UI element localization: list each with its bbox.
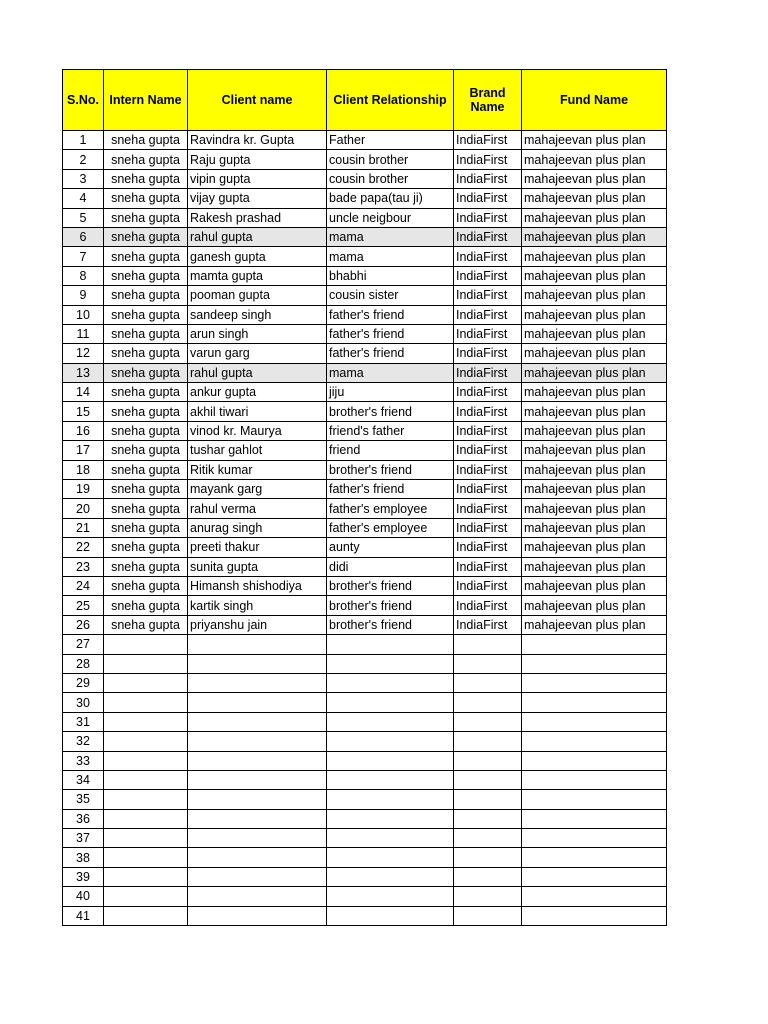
table-header — [63, 70, 667, 131]
cell-client-name[interactable]: Ritik kumar — [188, 460, 327, 479]
cell-client-relationship[interactable]: uncle neigbour — [327, 208, 454, 227]
cell-sno[interactable]: 14 — [63, 383, 104, 402]
cell-client-relationship[interactable]: Father — [327, 131, 454, 150]
cell-brand-name[interactable]: IndiaFirst — [454, 131, 522, 150]
cell-sno[interactable]: 22 — [63, 538, 104, 557]
cell-client-relationship[interactable]: friend's father — [327, 421, 454, 440]
cell-intern-name[interactable]: sneha gupta — [104, 480, 188, 499]
cell-sno[interactable]: 11 — [63, 324, 104, 343]
cell-client-name[interactable]: anurag singh — [188, 518, 327, 537]
cell-client-relationship[interactable] — [327, 906, 454, 925]
cell-intern-name[interactable] — [104, 712, 188, 731]
cell-client-relationship[interactable] — [327, 693, 454, 712]
table-row — [63, 732, 667, 751]
cell-brand-name[interactable] — [454, 848, 522, 867]
cell-client-relationship[interactable]: brother's friend — [327, 615, 454, 634]
cell-sno[interactable]: 1 — [63, 131, 104, 150]
cell-intern-name[interactable] — [104, 887, 188, 906]
cell-intern-name[interactable]: sneha gupta — [104, 189, 188, 208]
cell-sno[interactable]: 31 — [63, 712, 104, 731]
cell-client-relationship[interactable]: cousin sister — [327, 286, 454, 305]
cell-fund-name[interactable] — [522, 829, 667, 848]
cell-sno[interactable]: 20 — [63, 499, 104, 518]
cell-brand-name[interactable]: IndiaFirst — [454, 344, 522, 363]
cell-sno[interactable]: 37 — [63, 829, 104, 848]
cell-sno[interactable]: 36 — [63, 809, 104, 828]
table-row — [63, 266, 667, 285]
cell-brand-name[interactable]: IndiaFirst — [454, 499, 522, 518]
cell-sno[interactable]: 10 — [63, 305, 104, 324]
cell-fund-name[interactable]: mahajeevan plus plan — [522, 576, 667, 595]
cell-brand-name[interactable] — [454, 673, 522, 692]
cell-intern-name[interactable]: sneha gupta — [104, 421, 188, 440]
cell-sno[interactable]: 7 — [63, 247, 104, 266]
table-row — [63, 208, 667, 227]
cell-fund-name[interactable] — [522, 809, 667, 828]
cell-sno[interactable]: 16 — [63, 421, 104, 440]
cell-sno[interactable]: 34 — [63, 770, 104, 789]
cell-fund-name[interactable] — [522, 654, 667, 673]
cell-intern-name[interactable]: sneha gupta — [104, 441, 188, 460]
table-row — [63, 809, 667, 828]
cell-sno[interactable]: 33 — [63, 751, 104, 770]
table-body — [63, 131, 667, 926]
table-row — [63, 829, 667, 848]
cell-client-name[interactable]: preeti thakur — [188, 538, 327, 557]
cell-fund-name[interactable] — [522, 848, 667, 867]
column-header-client-name: Client name — [188, 70, 327, 131]
table-row — [63, 770, 667, 789]
cell-client-relationship[interactable] — [327, 809, 454, 828]
table-row — [63, 247, 667, 266]
cell-sno[interactable]: 28 — [63, 654, 104, 673]
cell-intern-name[interactable] — [104, 673, 188, 692]
cell-intern-name[interactable] — [104, 809, 188, 828]
cell-client-name[interactable] — [188, 673, 327, 692]
table-row — [63, 227, 667, 246]
cell-client-name[interactable]: mayank garg — [188, 480, 327, 499]
cell-client-relationship[interactable]: brother's friend — [327, 460, 454, 479]
cell-intern-name[interactable]: sneha gupta — [104, 402, 188, 421]
cell-brand-name[interactable] — [454, 906, 522, 925]
cell-client-relationship[interactable]: father's friend — [327, 480, 454, 499]
cell-client-name[interactable] — [188, 848, 327, 867]
cell-client-name[interactable] — [188, 635, 327, 654]
cell-intern-name[interactable] — [104, 635, 188, 654]
cell-brand-name[interactable] — [454, 732, 522, 751]
cell-client-name[interactable]: pooman gupta — [188, 286, 327, 305]
cell-intern-name[interactable]: sneha gupta — [104, 169, 188, 188]
cell-fund-name[interactable]: mahajeevan plus plan — [522, 518, 667, 537]
header-row — [63, 70, 667, 131]
cell-brand-name[interactable]: IndiaFirst — [454, 421, 522, 440]
cell-intern-name[interactable] — [104, 654, 188, 673]
cell-brand-name[interactable] — [454, 654, 522, 673]
cell-intern-name[interactable] — [104, 829, 188, 848]
cell-sno[interactable]: 35 — [63, 790, 104, 809]
cell-sno[interactable]: 41 — [63, 906, 104, 925]
cell-fund-name[interactable] — [522, 712, 667, 731]
cell-fund-name[interactable]: mahajeevan plus plan — [522, 150, 667, 169]
cell-sno[interactable]: 12 — [63, 344, 104, 363]
table-row — [63, 421, 667, 440]
table-row — [63, 887, 667, 906]
table-row — [63, 615, 667, 634]
cell-client-name[interactable]: arun singh — [188, 324, 327, 343]
cell-brand-name[interactable] — [454, 887, 522, 906]
cell-sno[interactable]: 19 — [63, 480, 104, 499]
cell-client-relationship[interactable] — [327, 654, 454, 673]
cell-intern-name[interactable]: sneha gupta — [104, 460, 188, 479]
cell-intern-name[interactable]: sneha gupta — [104, 247, 188, 266]
cell-client-relationship[interactable]: father's friend — [327, 305, 454, 324]
cell-fund-name[interactable]: mahajeevan plus plan — [522, 305, 667, 324]
cell-fund-name[interactable]: mahajeevan plus plan — [522, 615, 667, 634]
table-row — [63, 751, 667, 770]
cell-brand-name[interactable] — [454, 635, 522, 654]
cell-client-name[interactable]: vinod kr. Maurya — [188, 421, 327, 440]
cell-client-name[interactable] — [188, 751, 327, 770]
cell-sno[interactable]: 39 — [63, 867, 104, 886]
cell-client-name[interactable] — [188, 654, 327, 673]
cell-brand-name[interactable] — [454, 751, 522, 770]
cell-fund-name[interactable]: mahajeevan plus plan — [522, 363, 667, 382]
cell-fund-name[interactable]: mahajeevan plus plan — [522, 189, 667, 208]
cell-brand-name[interactable]: IndiaFirst — [454, 324, 522, 343]
cell-sno[interactable]: 40 — [63, 887, 104, 906]
table-row — [63, 189, 667, 208]
cell-fund-name[interactable] — [522, 867, 667, 886]
cell-client-name[interactable]: mamta gupta — [188, 266, 327, 285]
cell-client-relationship[interactable]: friend — [327, 441, 454, 460]
cell-client-name[interactable] — [188, 693, 327, 712]
cell-fund-name[interactable]: mahajeevan plus plan — [522, 227, 667, 246]
cell-client-name[interactable]: sandeep singh — [188, 305, 327, 324]
cell-intern-name[interactable] — [104, 848, 188, 867]
cell-sno[interactable]: 23 — [63, 557, 104, 576]
table-row — [63, 596, 667, 615]
cell-client-name[interactable] — [188, 867, 327, 886]
cell-client-relationship[interactable]: mama — [327, 363, 454, 382]
cell-client-relationship[interactable]: father's friend — [327, 324, 454, 343]
cell-sno[interactable]: 2 — [63, 150, 104, 169]
cell-sno[interactable]: 38 — [63, 848, 104, 867]
cell-fund-name[interactable] — [522, 770, 667, 789]
table-row — [63, 344, 667, 363]
cell-client-relationship[interactable]: father's friend — [327, 344, 454, 363]
cell-client-relationship[interactable]: aunty — [327, 538, 454, 557]
cell-fund-name[interactable]: mahajeevan plus plan — [522, 247, 667, 266]
cell-brand-name[interactable] — [454, 867, 522, 886]
cell-client-name[interactable] — [188, 770, 327, 789]
cell-brand-name[interactable]: IndiaFirst — [454, 557, 522, 576]
cell-intern-name[interactable] — [104, 751, 188, 770]
table-row — [63, 480, 667, 499]
table-row — [63, 150, 667, 169]
cell-client-name[interactable] — [188, 712, 327, 731]
cell-client-relationship[interactable]: bade papa(tau ji) — [327, 189, 454, 208]
cell-intern-name[interactable]: sneha gupta — [104, 208, 188, 227]
cell-intern-name[interactable]: sneha gupta — [104, 596, 188, 615]
cell-client-name[interactable]: rahul gupta — [188, 227, 327, 246]
cell-fund-name[interactable]: mahajeevan plus plan — [522, 169, 667, 188]
cell-client-name[interactable]: Ravindra kr. Gupta — [188, 131, 327, 150]
table-row — [63, 169, 667, 188]
cell-client-name[interactable]: akhil tiwari — [188, 402, 327, 421]
cell-brand-name[interactable]: IndiaFirst — [454, 402, 522, 421]
cell-client-name[interactable] — [188, 790, 327, 809]
cell-fund-name[interactable]: mahajeevan plus plan — [522, 596, 667, 615]
cell-intern-name[interactable] — [104, 693, 188, 712]
cell-sno[interactable]: 29 — [63, 673, 104, 692]
cell-client-name[interactable] — [188, 906, 327, 925]
cell-brand-name[interactable]: IndiaFirst — [454, 286, 522, 305]
cell-client-name[interactable]: sunita gupta — [188, 557, 327, 576]
column-header-brand-name: Brand Name — [454, 70, 522, 131]
cell-brand-name[interactable] — [454, 790, 522, 809]
table-row — [63, 518, 667, 537]
cell-fund-name[interactable]: mahajeevan plus plan — [522, 402, 667, 421]
cell-client-relationship[interactable]: bhabhi — [327, 266, 454, 285]
cell-client-relationship[interactable] — [327, 635, 454, 654]
cell-client-name[interactable]: rahul verma — [188, 499, 327, 518]
table-row — [63, 790, 667, 809]
cell-client-name[interactable]: Himansh shishodiya — [188, 576, 327, 595]
cell-fund-name[interactable] — [522, 751, 667, 770]
cell-fund-name[interactable]: mahajeevan plus plan — [522, 344, 667, 363]
cell-intern-name[interactable]: sneha gupta — [104, 266, 188, 285]
cell-fund-name[interactable] — [522, 693, 667, 712]
cell-intern-name[interactable]: sneha gupta — [104, 499, 188, 518]
cell-brand-name[interactable] — [454, 770, 522, 789]
cell-fund-name[interactable]: mahajeevan plus plan — [522, 383, 667, 402]
cell-intern-name[interactable]: sneha gupta — [104, 363, 188, 382]
cell-brand-name[interactable]: IndiaFirst — [454, 227, 522, 246]
cell-client-name[interactable]: priyanshu jain — [188, 615, 327, 634]
cell-client-relationship[interactable]: mama — [327, 247, 454, 266]
cell-brand-name[interactable] — [454, 693, 522, 712]
table-row — [63, 499, 667, 518]
cell-fund-name[interactable]: mahajeevan plus plan — [522, 131, 667, 150]
cell-client-relationship[interactable] — [327, 770, 454, 789]
cell-sno[interactable]: 8 — [63, 266, 104, 285]
cell-fund-name[interactable] — [522, 673, 667, 692]
table-row — [63, 402, 667, 421]
cell-fund-name[interactable] — [522, 887, 667, 906]
cell-client-name[interactable] — [188, 887, 327, 906]
cell-brand-name[interactable]: IndiaFirst — [454, 247, 522, 266]
cell-client-relationship[interactable] — [327, 867, 454, 886]
cell-brand-name[interactable] — [454, 712, 522, 731]
column-header-sno: S.No. — [63, 70, 104, 131]
cell-intern-name[interactable]: sneha gupta — [104, 305, 188, 324]
table-row — [63, 906, 667, 925]
table-row — [63, 305, 667, 324]
cell-intern-name[interactable]: sneha gupta — [104, 557, 188, 576]
cell-fund-name[interactable]: mahajeevan plus plan — [522, 441, 667, 460]
table-row — [63, 848, 667, 867]
cell-fund-name[interactable]: mahajeevan plus plan — [522, 286, 667, 305]
table-row — [63, 654, 667, 673]
cell-client-name[interactable]: ankur gupta — [188, 383, 327, 402]
cell-client-relationship[interactable] — [327, 751, 454, 770]
table-row — [63, 383, 667, 402]
cell-client-name[interactable]: Raju gupta — [188, 150, 327, 169]
cell-sno[interactable]: 24 — [63, 576, 104, 595]
cell-client-relationship[interactable]: cousin brother — [327, 169, 454, 188]
cell-client-name[interactable]: rahul gupta — [188, 363, 327, 382]
cell-sno[interactable]: 25 — [63, 596, 104, 615]
cell-sno[interactable]: 18 — [63, 460, 104, 479]
cell-client-relationship[interactable]: didi — [327, 557, 454, 576]
cell-brand-name[interactable] — [454, 829, 522, 848]
cell-brand-name[interactable]: IndiaFirst — [454, 305, 522, 324]
cell-fund-name[interactable] — [522, 635, 667, 654]
cell-intern-name[interactable]: sneha gupta — [104, 286, 188, 305]
cell-sno[interactable]: 4 — [63, 189, 104, 208]
cell-client-relationship[interactable] — [327, 732, 454, 751]
cell-intern-name[interactable] — [104, 790, 188, 809]
cell-fund-name[interactable]: mahajeevan plus plan — [522, 266, 667, 285]
cell-brand-name[interactable]: IndiaFirst — [454, 576, 522, 595]
cell-client-name[interactable]: ganesh gupta — [188, 247, 327, 266]
table-row — [63, 557, 667, 576]
cell-brand-name[interactable]: IndiaFirst — [454, 266, 522, 285]
table-row — [63, 673, 667, 692]
table-row — [63, 460, 667, 479]
table-row — [63, 131, 667, 150]
cell-intern-name[interactable]: sneha gupta — [104, 344, 188, 363]
cell-intern-name[interactable] — [104, 732, 188, 751]
cell-brand-name[interactable]: IndiaFirst — [454, 460, 522, 479]
cell-brand-name[interactable]: IndiaFirst — [454, 596, 522, 615]
cell-sno[interactable]: 32 — [63, 732, 104, 751]
cell-brand-name[interactable]: IndiaFirst — [454, 538, 522, 557]
cell-client-relationship[interactable]: father's employee — [327, 518, 454, 537]
cell-client-relationship[interactable]: brother's friend — [327, 576, 454, 595]
table-row — [63, 635, 667, 654]
cell-brand-name[interactable]: IndiaFirst — [454, 363, 522, 382]
cell-intern-name[interactable] — [104, 867, 188, 886]
cell-client-name[interactable] — [188, 829, 327, 848]
cell-sno[interactable]: 6 — [63, 227, 104, 246]
cell-brand-name[interactable] — [454, 809, 522, 828]
cell-intern-name[interactable]: sneha gupta — [104, 576, 188, 595]
cell-sno[interactable]: 30 — [63, 693, 104, 712]
cell-client-relationship[interactable] — [327, 848, 454, 867]
column-header-client-relationship: Client Relationship — [327, 70, 454, 131]
cell-intern-name[interactable]: sneha gupta — [104, 518, 188, 537]
table-row — [63, 693, 667, 712]
cell-brand-name[interactable]: IndiaFirst — [454, 383, 522, 402]
cell-brand-name[interactable]: IndiaFirst — [454, 441, 522, 460]
cell-brand-name[interactable]: IndiaFirst — [454, 518, 522, 537]
client-table — [62, 69, 667, 926]
cell-client-name[interactable]: vipin gupta — [188, 169, 327, 188]
cell-sno[interactable]: 17 — [63, 441, 104, 460]
cell-fund-name[interactable]: mahajeevan plus plan — [522, 499, 667, 518]
cell-intern-name[interactable]: sneha gupta — [104, 227, 188, 246]
table-row — [63, 363, 667, 382]
cell-intern-name[interactable]: sneha gupta — [104, 150, 188, 169]
cell-client-name[interactable]: tushar gahlot — [188, 441, 327, 460]
table-row — [63, 576, 667, 595]
cell-brand-name[interactable]: IndiaFirst — [454, 615, 522, 634]
cell-sno[interactable]: 27 — [63, 635, 104, 654]
cell-sno[interactable]: 3 — [63, 169, 104, 188]
cell-client-name[interactable]: Rakesh prashad — [188, 208, 327, 227]
cell-client-relationship[interactable]: jiju — [327, 383, 454, 402]
cell-intern-name[interactable]: sneha gupta — [104, 615, 188, 634]
cell-client-name[interactable]: kartik singh — [188, 596, 327, 615]
cell-client-relationship[interactable] — [327, 673, 454, 692]
table-row — [63, 441, 667, 460]
cell-brand-name[interactable]: IndiaFirst — [454, 480, 522, 499]
cell-client-relationship[interactable]: cousin brother — [327, 150, 454, 169]
cell-client-relationship[interactable] — [327, 829, 454, 848]
cell-client-relationship[interactable]: mama — [327, 227, 454, 246]
column-header-fund-name: Fund Name — [522, 70, 667, 131]
table-row — [63, 324, 667, 343]
cell-client-relationship[interactable] — [327, 790, 454, 809]
cell-client-relationship[interactable]: brother's friend — [327, 402, 454, 421]
cell-sno[interactable]: 26 — [63, 615, 104, 634]
table-row — [63, 867, 667, 886]
cell-fund-name[interactable]: mahajeevan plus plan — [522, 480, 667, 499]
cell-client-relationship[interactable] — [327, 887, 454, 906]
cell-fund-name[interactable] — [522, 732, 667, 751]
cell-fund-name[interactable] — [522, 906, 667, 925]
cell-client-name[interactable]: vijay gupta — [188, 189, 327, 208]
cell-intern-name[interactable] — [104, 770, 188, 789]
cell-client-name[interactable] — [188, 809, 327, 828]
cell-client-name[interactable] — [188, 732, 327, 751]
cell-intern-name[interactable]: sneha gupta — [104, 383, 188, 402]
cell-fund-name[interactable]: mahajeevan plus plan — [522, 538, 667, 557]
cell-intern-name[interactable]: sneha gupta — [104, 538, 188, 557]
cell-sno[interactable]: 21 — [63, 518, 104, 537]
table-row — [63, 712, 667, 731]
cell-brand-name[interactable]: IndiaFirst — [454, 150, 522, 169]
cell-intern-name[interactable] — [104, 906, 188, 925]
cell-intern-name[interactable]: sneha gupta — [104, 131, 188, 150]
cell-client-relationship[interactable] — [327, 712, 454, 731]
cell-brand-name[interactable]: IndiaFirst — [454, 169, 522, 188]
table-row — [63, 286, 667, 305]
cell-client-relationship[interactable]: brother's friend — [327, 596, 454, 615]
cell-fund-name[interactable] — [522, 790, 667, 809]
table-row — [63, 538, 667, 557]
cell-brand-name[interactable]: IndiaFirst — [454, 208, 522, 227]
cell-client-relationship[interactable]: father's employee — [327, 499, 454, 518]
cell-fund-name[interactable]: mahajeevan plus plan — [522, 460, 667, 479]
cell-intern-name[interactable]: sneha gupta — [104, 324, 188, 343]
cell-fund-name[interactable]: mahajeevan plus plan — [522, 324, 667, 343]
cell-sno[interactable]: 13 — [63, 363, 104, 382]
cell-fund-name[interactable]: mahajeevan plus plan — [522, 557, 667, 576]
cell-sno[interactable]: 15 — [63, 402, 104, 421]
cell-brand-name[interactable]: IndiaFirst — [454, 189, 522, 208]
cell-sno[interactable]: 9 — [63, 286, 104, 305]
cell-fund-name[interactable]: mahajeevan plus plan — [522, 208, 667, 227]
cell-fund-name[interactable]: mahajeevan plus plan — [522, 421, 667, 440]
cell-sno[interactable]: 5 — [63, 208, 104, 227]
cell-client-name[interactable]: varun garg — [188, 344, 327, 363]
column-header-intern-name: Intern Name — [104, 70, 188, 131]
